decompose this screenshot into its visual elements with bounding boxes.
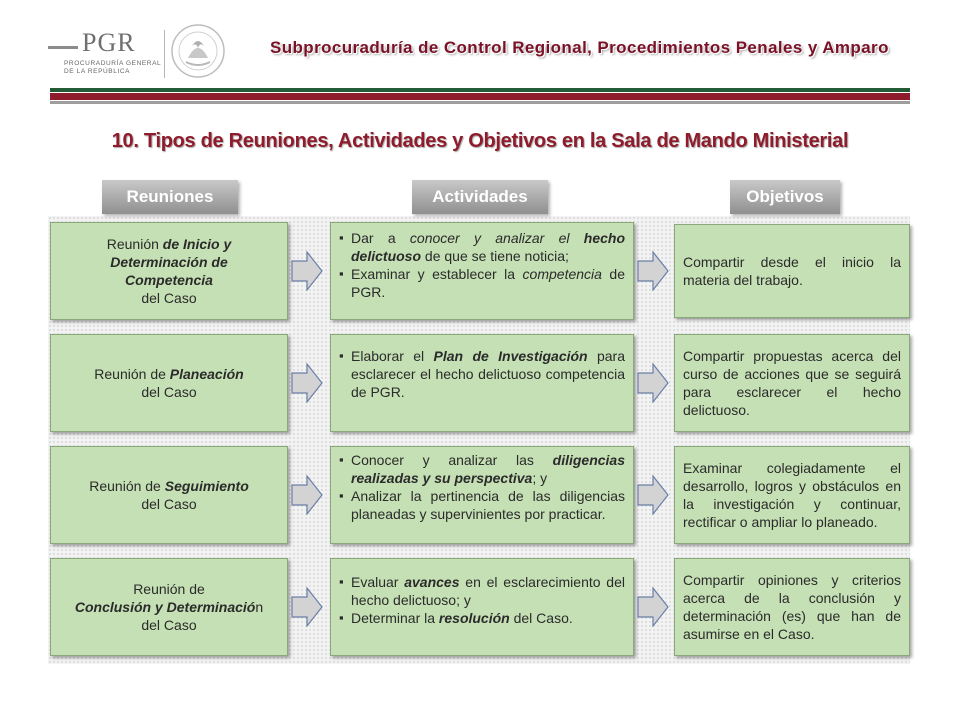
arrow-right-icon: [637, 587, 669, 627]
activity-bullet: ▪ Conocer y analizar las diligencias realizadas y su perspectiva; y: [339, 451, 625, 487]
arrow-right-icon: [637, 475, 669, 515]
meeting-line: del Caso: [141, 496, 197, 512]
arrow-right-icon: [291, 251, 323, 291]
logo-divider: [164, 30, 165, 78]
meeting-line: del Caso: [141, 384, 197, 400]
activity-bullet: ▪ Dar a conocer y analizar el hecho delictuoso de que se tiene noticia;: [339, 229, 625, 265]
activity-box-seguimiento: [330, 446, 634, 544]
activity-box-conclusion: [330, 558, 634, 656]
meeting-box-inicio: [50, 222, 288, 320]
meeting-line: Reunión de: [133, 581, 205, 597]
objective-box-conclusion: Compartir opiniones y criterios acerca de la conclusión y determinación (es) que han de asumirse en el Caso.: [674, 558, 910, 656]
meeting-line: del Caso: [141, 617, 197, 633]
pgr-logo: [48, 26, 168, 82]
arrow-right-icon: [637, 363, 669, 403]
logo-bar: [48, 46, 78, 49]
activity-bullet: ▪ Determinar la resolución del Caso.: [339, 609, 625, 627]
meeting-line: Reunión de Planeación: [94, 366, 244, 382]
activity-box-inicio: [330, 222, 634, 320]
objective-box-inicio: Compartir desde el inicio la materia del trabajo.: [674, 224, 910, 318]
logo-subtitle-1: PROCURADURÍA GENERAL: [64, 60, 162, 67]
column-header-meetings: Reuniones: [102, 180, 238, 214]
meeting-box-conclusion: [50, 558, 288, 656]
slide-title: 10. Tipos de Reuniones, Actividades y Objetivos en la Sala de Mando Ministerial: [111, 130, 849, 152]
arrow-right-icon: [291, 587, 323, 627]
header-stripe-green: [50, 88, 910, 92]
meeting-line: Determinación de: [110, 254, 228, 270]
arrow-right-icon: [291, 363, 323, 403]
meeting-line: Reunión de Inicio y: [106, 236, 232, 252]
arrow-right-icon: [637, 251, 669, 291]
meeting-line: Conclusión y Determinación: [74, 599, 264, 615]
column-header-activities: Actividades: [412, 180, 548, 214]
activity-bullet: ▪ Analizar la pertinencia de las diligencias planeadas y supervinientes por practicar.: [339, 487, 625, 523]
logo-subtitle-2: DE LA REPÚBLICA: [64, 68, 131, 75]
arrow-right-icon: [291, 475, 323, 515]
objective-box-seguimiento: Examinar colegiadamente el desarrollo, logros y obstáculos en la investigación y continuar, rectificar o ampliar lo planeado.: [674, 446, 910, 544]
logo-wordmark: PGR: [82, 28, 136, 57]
meeting-box-seguimiento: [50, 446, 288, 544]
meeting-line: del Caso: [141, 290, 197, 306]
activity-box-planeacion: [330, 334, 634, 432]
objective-box-planeacion: Compartir propuestas acerca del curso de acciones que se seguirá para esclarecer el hecho delictuoso.: [674, 334, 910, 432]
column-header-objectives: Objetivos: [730, 180, 840, 214]
meeting-box-planeacion: [50, 334, 288, 432]
header-stripe-grey: [50, 101, 910, 104]
meeting-line: Competencia: [125, 272, 213, 288]
activity-bullet: ▪ Elaborar el Plan de Investigación para esclarecer el hecho delictuoso competencia de PGR.: [339, 347, 625, 401]
header-stripe-red: [50, 93, 910, 100]
meeting-line: Reunión de Seguimiento: [89, 478, 249, 494]
national-seal-icon: [170, 22, 226, 80]
activity-bullet: ▪ Examinar y establecer la competencia de PGR.: [339, 265, 625, 301]
activity-bullet: ▪ Evaluar avances en el esclarecimiento del hecho delictuoso; y: [339, 573, 625, 609]
header-title: Subprocuraduría de Control Regional, Procedimientos Penales y Amparo: [270, 38, 889, 57]
